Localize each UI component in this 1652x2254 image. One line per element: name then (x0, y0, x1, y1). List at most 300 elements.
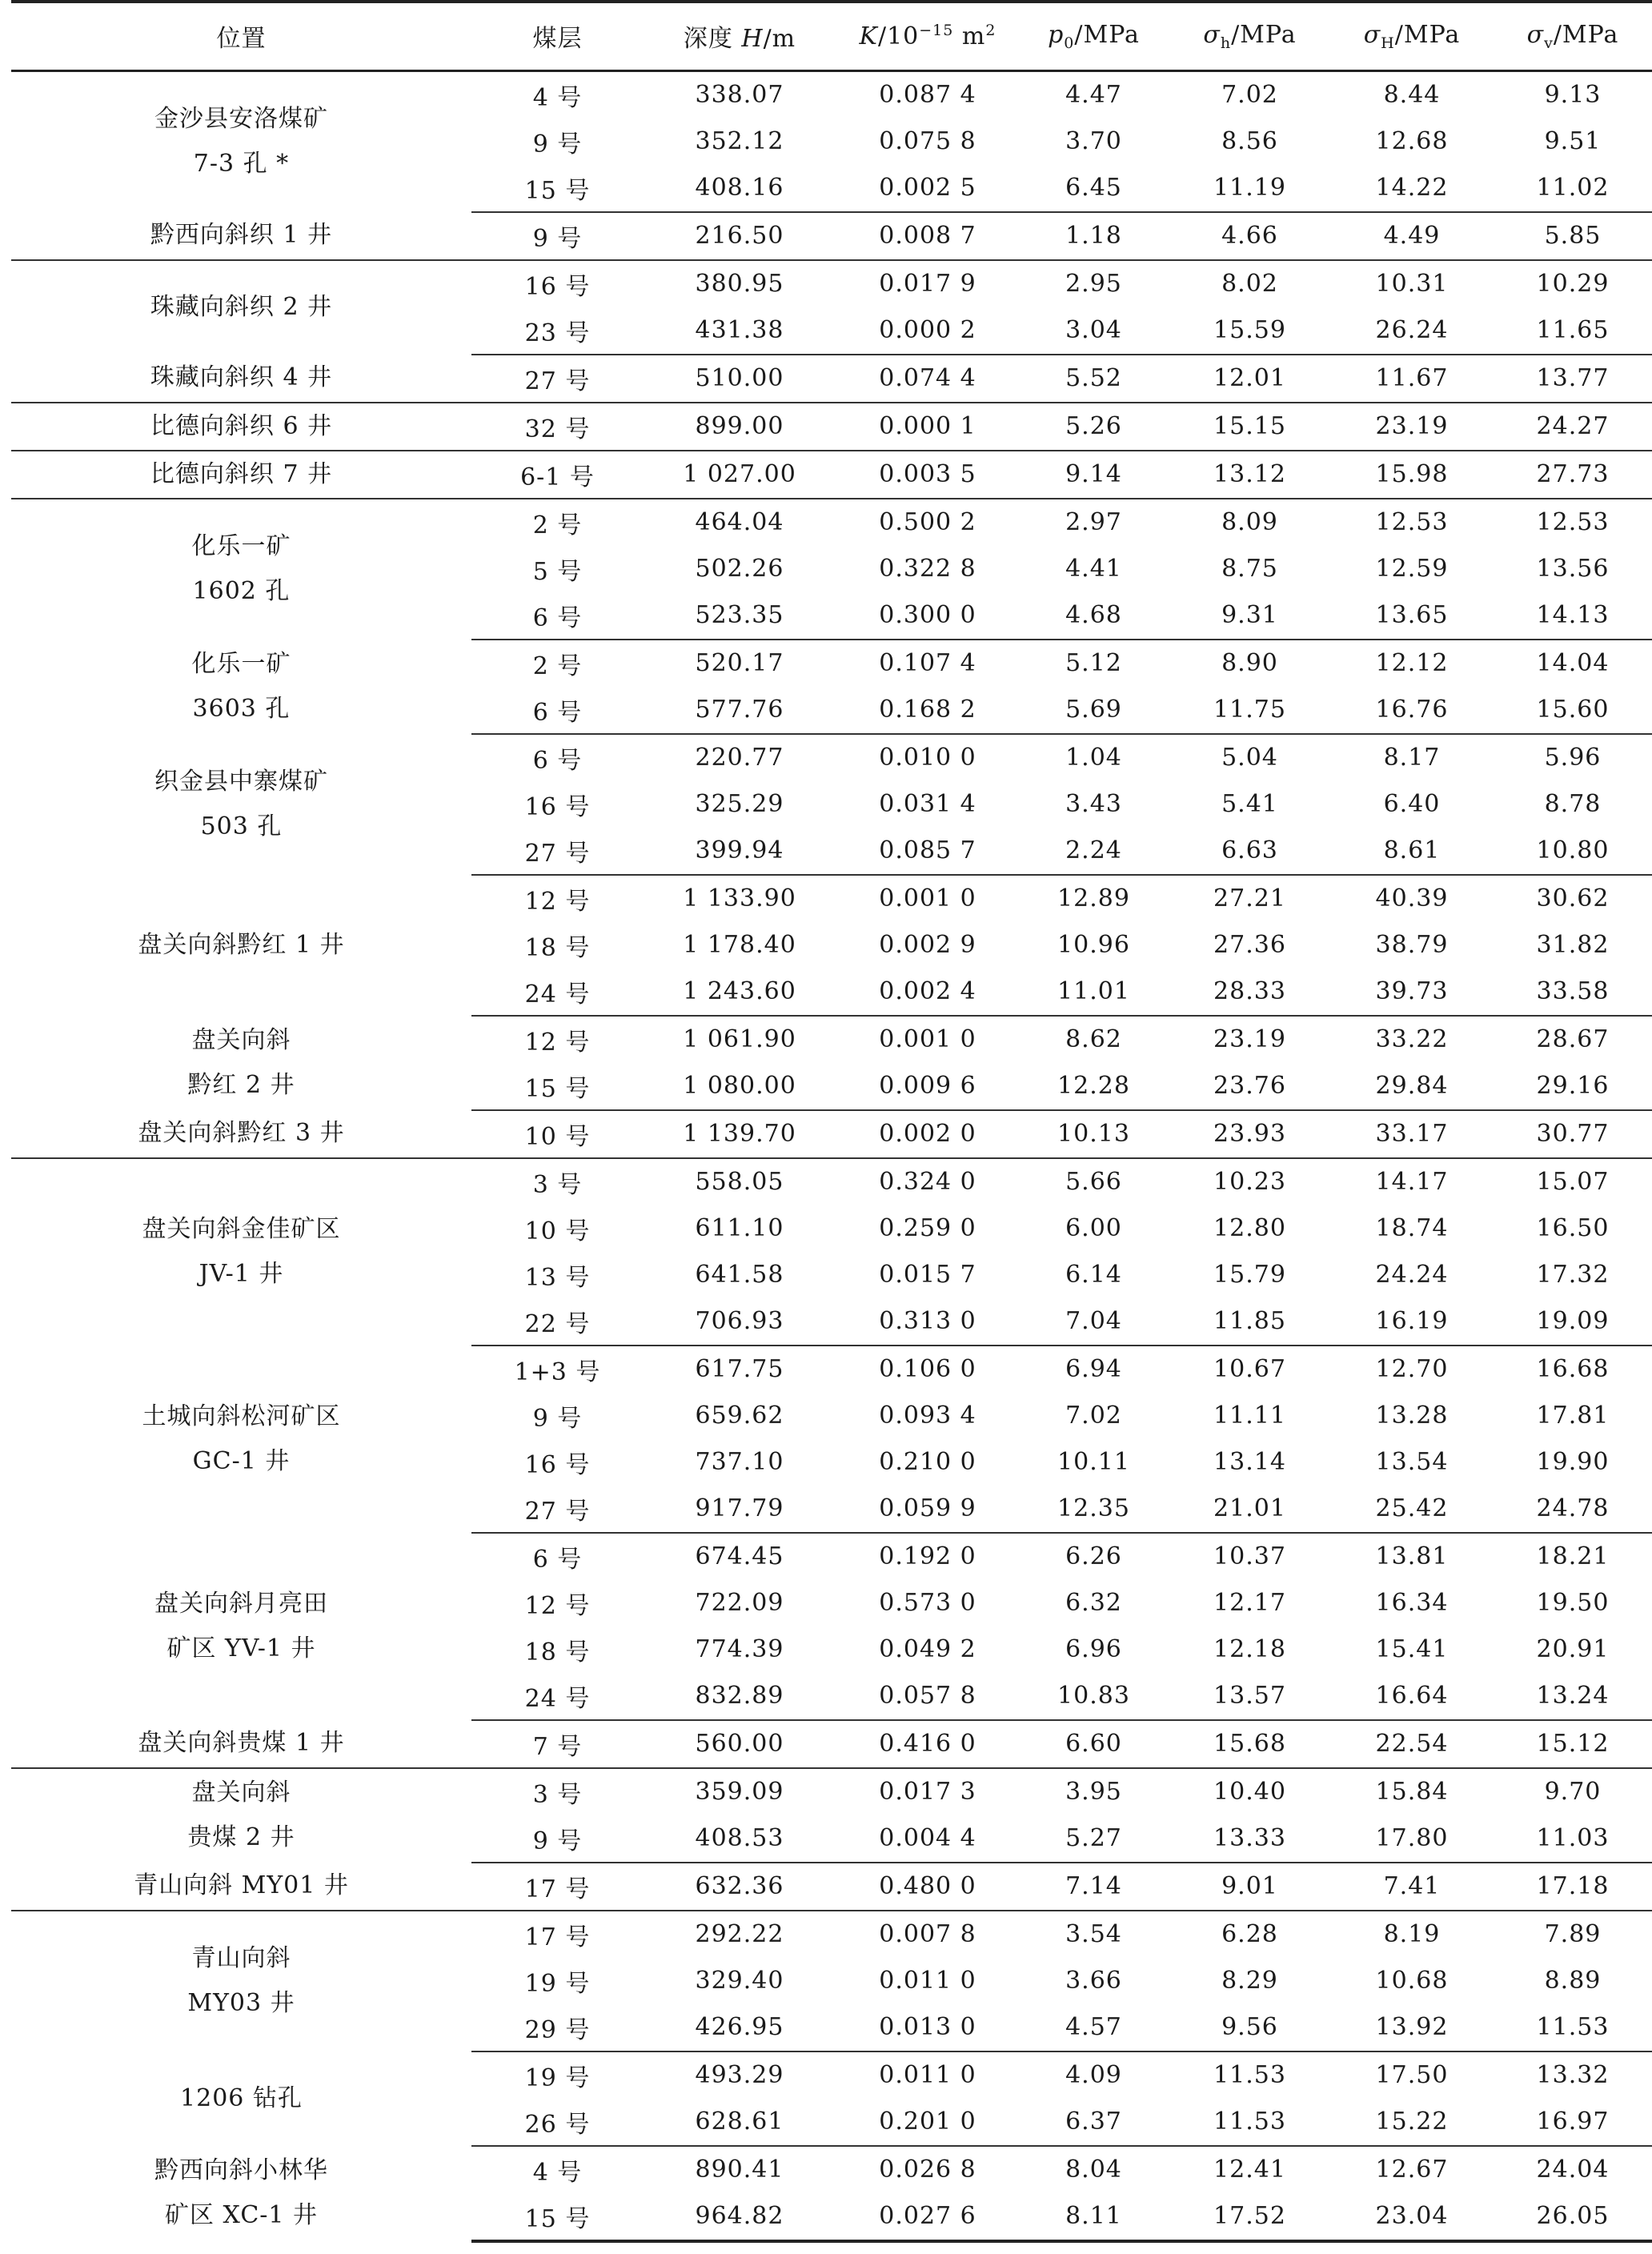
depth-cell: 737.10 (695, 1448, 784, 1476)
min-horizontal-stress-cell: 8.56 (1221, 127, 1278, 155)
location-line: 盘关向斜 (191, 1779, 291, 1807)
depth-cell: 560.00 (644, 1720, 836, 1768)
max-horizontal-stress-cell: 15.84 (1375, 1778, 1449, 1806)
vertical-stress-cell: 31.82 (1536, 931, 1610, 959)
header-depth-prefix: 深度 (683, 25, 733, 54)
permeability-cell: 0.313 0 (836, 1298, 1020, 1346)
depth-cell: 329.40 (695, 1967, 784, 1995)
pore-pressure-cell: 6.45 (1020, 165, 1168, 212)
location-line: 黔红 2 井 (187, 1070, 295, 1099)
table-row (11, 640, 1652, 687)
pore-pressure-cell: 3.54 (1065, 1920, 1122, 1948)
depth-cell: 890.41 (695, 2156, 784, 2184)
seam-cell: 16 号 (524, 792, 591, 821)
max-horizontal-stress-cell: 22.54 (1332, 1720, 1492, 1768)
min-horizontal-stress-cell: 23.76 (1168, 1063, 1332, 1110)
location-line: 土城向斜松河矿区 (142, 1402, 341, 1430)
header-perm-unit-pre: /10 (877, 22, 920, 51)
table-row (11, 1158, 1652, 1205)
max-horizontal-stress-cell: 15.22 (1332, 2099, 1492, 2146)
location-line: 黔西向斜小林华 (154, 2156, 328, 2184)
permeability-cell: 0.001 0 (879, 1025, 976, 1053)
min-horizontal-stress-cell: 8.02 (1221, 270, 1278, 298)
pore-pressure-cell: 6.26 (1065, 1542, 1122, 1570)
seam-cell: 3 号 (532, 1170, 583, 1199)
max-horizontal-stress-cell: 13.81 (1375, 1542, 1449, 1570)
min-horizontal-stress-cell: 4.66 (1168, 212, 1332, 260)
min-horizontal-stress-cell: 11.19 (1168, 165, 1332, 212)
min-horizontal-stress-cell: 12.17 (1213, 1589, 1286, 1617)
location-cell (11, 1346, 471, 1533)
vertical-stress-cell: 11.65 (1492, 307, 1652, 355)
seam-cell: 18 号 (524, 1638, 591, 1666)
header-row (11, 2, 1652, 70)
table-row (11, 451, 1652, 499)
min-horizontal-stress-cell: 15.68 (1168, 1720, 1332, 1768)
min-horizontal-stress-cell: 7.02 (1221, 81, 1278, 109)
header-perm-exp: −15 (919, 22, 954, 40)
document-page (11, 0, 1652, 2243)
permeability-cell: 0.322 8 (879, 555, 976, 583)
table-row (11, 1768, 1652, 1815)
vertical-stress-cell: 12.53 (1536, 508, 1610, 536)
location-cell (11, 734, 471, 875)
permeability-cell: 0.107 4 (879, 649, 976, 677)
location-cell (11, 1533, 471, 1720)
permeability-cell: 0.027 6 (836, 2193, 1020, 2241)
max-horizontal-stress-cell: 16.76 (1332, 687, 1492, 734)
vertical-stress-cell: 16.97 (1492, 2099, 1652, 2146)
vertical-stress-cell: 9.51 (1544, 127, 1602, 155)
depth-cell: 1 243.60 (644, 969, 836, 1016)
depth-cell: 292.22 (695, 1920, 784, 1948)
permeability-cell: 0.085 7 (836, 828, 1020, 875)
depth-cell: 617.75 (695, 1355, 784, 1383)
seam-cell: 6-1 号 (471, 451, 644, 499)
vertical-stress-cell: 16.50 (1536, 1214, 1610, 1242)
pore-pressure-cell: 3.70 (1065, 127, 1122, 155)
min-horizontal-stress-cell: 10.37 (1213, 1542, 1286, 1570)
location-cell (11, 1911, 471, 2051)
table-row (11, 1911, 1652, 1958)
header-depth-unit: /m (763, 25, 796, 54)
header-perm-sup: 2 (985, 22, 996, 40)
pore-pressure-cell: 4.09 (1065, 2061, 1122, 2089)
pore-pressure-cell: 3.95 (1065, 1778, 1122, 1806)
seam-cell: 19 号 (524, 2063, 591, 2092)
min-horizontal-stress-cell: 8.29 (1221, 1967, 1278, 1995)
max-horizontal-stress-cell: 23.19 (1332, 403, 1492, 451)
max-horizontal-stress-cell: 14.17 (1375, 1168, 1449, 1196)
max-horizontal-stress-cell: 8.61 (1332, 828, 1492, 875)
pore-pressure-cell: 10.11 (1057, 1448, 1130, 1476)
pore-pressure-cell: 5.27 (1020, 1815, 1168, 1863)
max-horizontal-stress-cell: 24.24 (1375, 1261, 1449, 1289)
seam-cell: 24 号 (471, 969, 644, 1016)
vertical-stress-cell: 28.67 (1536, 1025, 1610, 1053)
min-horizontal-stress-cell: 11.53 (1213, 2061, 1286, 2089)
max-horizontal-stress-cell: 6.40 (1383, 790, 1441, 818)
location-cell (11, 640, 471, 734)
table-header (11, 2, 1652, 70)
permeability-cell: 0.004 4 (836, 1815, 1020, 1863)
location-cell (11, 1720, 471, 1768)
vertical-stress-cell: 14.13 (1492, 592, 1652, 640)
table-row (11, 1863, 1652, 1911)
permeability-cell: 0.002 4 (836, 969, 1020, 1016)
vertical-stress-cell: 24.78 (1492, 1486, 1652, 1533)
seam-cell: 7 号 (471, 1720, 644, 1768)
vertical-stress-cell: 10.29 (1536, 270, 1610, 298)
permeability-cell: 0.573 0 (879, 1589, 976, 1617)
permeability-cell: 0.500 2 (879, 508, 976, 536)
permeability-cell: 0.259 0 (879, 1214, 976, 1242)
permeability-cell: 0.000 1 (836, 403, 1020, 451)
permeability-cell: 0.093 4 (879, 1402, 976, 1430)
header-sv-unit: /MPa (1553, 20, 1619, 49)
max-horizontal-stress-cell: 26.24 (1332, 307, 1492, 355)
permeability-cell: 0.026 8 (879, 2156, 976, 2184)
min-horizontal-stress-cell: 5.41 (1221, 790, 1278, 818)
max-horizontal-stress-cell: 4.49 (1332, 212, 1492, 260)
header-p0-var: p (1048, 20, 1065, 49)
max-horizontal-stress-cell: 12.68 (1375, 127, 1449, 155)
location-line: MY03 井 (187, 1989, 295, 2017)
permeability-cell: 0.049 2 (879, 1635, 976, 1663)
location-cell (11, 2051, 471, 2146)
seam-cell: 17 号 (524, 1923, 591, 1951)
location-cell (11, 1768, 471, 1863)
seam-cell: 19 号 (524, 1969, 591, 1998)
depth-cell: 510.00 (644, 355, 836, 403)
header-p0-sub: 0 (1064, 34, 1075, 52)
seam-cell: 9 号 (471, 212, 644, 260)
vertical-stress-cell: 11.03 (1492, 1815, 1652, 1863)
permeability-cell: 0.000 2 (836, 307, 1020, 355)
location-cell (11, 451, 471, 499)
pore-pressure-cell: 7.14 (1020, 1863, 1168, 1911)
depth-cell: 722.09 (695, 1589, 784, 1617)
seam-cell: 15 号 (471, 165, 644, 212)
vertical-stress-cell: 17.18 (1492, 1863, 1652, 1911)
seam-cell: 27 号 (471, 1486, 644, 1533)
permeability-cell: 0.002 0 (836, 1110, 1020, 1158)
pore-pressure-cell: 3.04 (1020, 307, 1168, 355)
min-horizontal-stress-cell: 23.19 (1213, 1025, 1286, 1053)
seam-cell: 6 号 (532, 1545, 583, 1574)
max-horizontal-stress-cell: 25.42 (1332, 1486, 1492, 1533)
location-line: 盘关向斜黔红 3 井 (138, 1119, 345, 1147)
depth-cell: 674.45 (695, 1542, 784, 1570)
permeability-cell: 0.007 8 (879, 1920, 976, 1948)
max-horizontal-stress-cell: 12.67 (1375, 2156, 1449, 2184)
permeability-cell: 0.017 3 (879, 1778, 976, 1806)
max-horizontal-stress-cell: 38.79 (1375, 931, 1449, 959)
pore-pressure-cell: 6.37 (1020, 2099, 1168, 2146)
permeability-cell: 0.015 7 (879, 1261, 976, 1289)
pore-pressure-cell: 4.57 (1020, 2004, 1168, 2051)
depth-cell: 426.95 (644, 2004, 836, 2051)
seam-cell: 10 号 (524, 1217, 591, 1245)
location-line: 黔西向斜织 1 井 (150, 221, 333, 249)
table-row (11, 2146, 1652, 2193)
header-sh-sub: h (1220, 34, 1232, 52)
pore-pressure-cell: 11.01 (1020, 969, 1168, 1016)
table-row (11, 70, 1652, 118)
permeability-cell: 0.010 0 (879, 744, 976, 772)
min-horizontal-stress-cell: 6.63 (1168, 828, 1332, 875)
location-line: 矿区 YV-1 井 (166, 1634, 316, 1662)
vertical-stress-cell: 15.07 (1536, 1168, 1610, 1196)
min-horizontal-stress-cell: 23.93 (1168, 1110, 1332, 1158)
vertical-stress-cell: 16.68 (1536, 1355, 1610, 1383)
depth-cell: 523.35 (644, 592, 836, 640)
pore-pressure-cell: 5.52 (1020, 355, 1168, 403)
depth-cell: 464.04 (695, 508, 784, 536)
header-depth-var: H (741, 25, 764, 54)
header-location-text: 位置 (216, 25, 267, 54)
min-horizontal-stress-cell: 12.18 (1213, 1635, 1286, 1663)
pore-pressure-cell: 2.24 (1020, 828, 1168, 875)
permeability-cell: 0.002 9 (879, 931, 976, 959)
min-horizontal-stress-cell: 15.15 (1168, 403, 1332, 451)
location-line: 3603 孔 (192, 694, 291, 723)
max-horizontal-stress-cell: 13.65 (1332, 592, 1492, 640)
min-horizontal-stress-cell: 11.53 (1168, 2099, 1332, 2146)
seam-cell: 26 号 (471, 2099, 644, 2146)
min-horizontal-stress-cell: 13.14 (1213, 1448, 1286, 1476)
depth-cell: 431.38 (644, 307, 836, 355)
header-location (11, 2, 471, 70)
vertical-stress-cell: 5.85 (1492, 212, 1652, 260)
vertical-stress-cell: 27.73 (1492, 451, 1652, 499)
location-cell (11, 403, 471, 451)
min-horizontal-stress-cell: 28.33 (1168, 969, 1332, 1016)
header-depth (644, 2, 836, 70)
location-line: 盘关向斜金佳矿区 (142, 1215, 341, 1243)
vertical-stress-cell: 19.09 (1492, 1298, 1652, 1346)
vertical-stress-cell: 24.27 (1492, 403, 1652, 451)
max-horizontal-stress-cell: 16.34 (1375, 1589, 1449, 1617)
seam-cell: 3 号 (532, 1780, 583, 1809)
location-line: 珠藏向斜织 4 井 (150, 363, 333, 391)
depth-cell: 558.05 (695, 1168, 784, 1196)
seam-cell: 2 号 (532, 652, 583, 680)
depth-cell: 899.00 (644, 403, 836, 451)
location-cell (11, 70, 471, 212)
location-line: 503 孔 (200, 812, 283, 840)
depth-cell: 325.29 (695, 790, 784, 818)
vertical-stress-cell: 20.91 (1536, 1635, 1610, 1663)
seam-cell: 24 号 (471, 1673, 644, 1720)
max-horizontal-stress-cell: 10.31 (1375, 270, 1449, 298)
table-row (11, 260, 1652, 307)
seam-cell: 16 号 (524, 272, 591, 301)
pore-pressure-cell: 9.14 (1020, 451, 1168, 499)
pore-pressure-cell: 7.02 (1065, 1402, 1122, 1430)
max-horizontal-stress-cell: 15.98 (1332, 451, 1492, 499)
permeability-cell: 0.324 0 (879, 1168, 976, 1196)
min-horizontal-stress-cell: 13.33 (1168, 1815, 1332, 1863)
pore-pressure-cell: 12.35 (1020, 1486, 1168, 1533)
max-horizontal-stress-cell: 8.17 (1383, 744, 1441, 772)
seam-cell: 18 号 (524, 933, 591, 962)
vertical-stress-cell: 18.21 (1536, 1542, 1610, 1570)
depth-cell: 1 178.40 (683, 931, 796, 959)
vertical-stress-cell: 13.24 (1492, 1673, 1652, 1720)
permeability-cell: 0.201 0 (836, 2099, 1020, 2146)
min-horizontal-stress-cell: 12.41 (1213, 2156, 1286, 2184)
header-sH-unit: /MPa (1394, 20, 1461, 49)
max-horizontal-stress-cell: 13.28 (1375, 1402, 1449, 1430)
seam-cell: 9 号 (532, 1404, 583, 1433)
depth-cell: 408.53 (644, 1815, 836, 1863)
min-horizontal-stress-cell: 8.90 (1221, 649, 1278, 677)
pore-pressure-cell: 6.00 (1065, 1214, 1122, 1242)
max-horizontal-stress-cell: 12.12 (1375, 649, 1449, 677)
vertical-stress-cell: 5.96 (1544, 744, 1602, 772)
max-horizontal-stress-cell: 23.04 (1332, 2193, 1492, 2241)
table-row (11, 355, 1652, 403)
seam-cell: 23 号 (471, 307, 644, 355)
header-perm-var: K (859, 22, 878, 51)
seam-cell: 12 号 (524, 1028, 591, 1057)
depth-cell: 352.12 (695, 127, 784, 155)
header-sv-sub: v (1544, 34, 1554, 52)
depth-cell: 216.50 (644, 212, 836, 260)
permeability-cell: 0.013 0 (836, 2004, 1020, 2051)
seam-cell: 6 号 (471, 687, 644, 734)
max-horizontal-stress-cell: 16.19 (1332, 1298, 1492, 1346)
pore-pressure-cell: 4.41 (1065, 555, 1122, 583)
min-horizontal-stress-cell: 12.01 (1168, 355, 1332, 403)
vertical-stress-cell: 33.58 (1492, 969, 1652, 1016)
table-row (11, 403, 1652, 451)
pore-pressure-cell: 12.89 (1057, 884, 1130, 912)
permeability-cell: 0.480 0 (836, 1863, 1020, 1911)
table-row (11, 499, 1652, 546)
header-perm-unit-mid: m (953, 22, 986, 51)
location-line: 珠藏向斜织 2 井 (150, 293, 333, 321)
permeability-cell: 0.008 7 (836, 212, 1020, 260)
permeability-cell: 0.168 2 (836, 687, 1020, 734)
permeability-cell: 0.001 0 (879, 884, 976, 912)
seam-cell: 6 号 (471, 592, 644, 640)
location-line: 盘关向斜黔红 1 井 (138, 930, 345, 959)
seam-cell: 5 号 (532, 557, 583, 586)
seam-cell: 10 号 (471, 1110, 644, 1158)
depth-cell: 659.62 (695, 1402, 784, 1430)
seam-cell: 15 号 (471, 2193, 644, 2241)
vertical-stress-cell: 15.60 (1492, 687, 1652, 734)
permeability-cell: 0.057 8 (836, 1673, 1020, 1720)
permeability-cell: 0.059 9 (836, 1486, 1020, 1533)
table-row (11, 1016, 1652, 1063)
depth-cell: 964.82 (644, 2193, 836, 2241)
max-horizontal-stress-cell: 12.70 (1375, 1355, 1449, 1383)
vertical-stress-cell: 30.62 (1536, 884, 1610, 912)
pore-pressure-cell: 6.60 (1020, 1720, 1168, 1768)
seam-cell: 9 号 (471, 1815, 644, 1863)
coal-seam-stress-table (11, 0, 1652, 2243)
seam-cell: 12 号 (524, 887, 591, 916)
min-horizontal-stress-cell: 13.12 (1168, 451, 1332, 499)
seam-cell: 4 号 (532, 83, 583, 112)
depth-cell: 917.79 (644, 1486, 836, 1533)
permeability-cell: 0.017 9 (879, 270, 976, 298)
seam-cell: 22 号 (471, 1298, 644, 1346)
seam-cell: 9 号 (532, 130, 583, 158)
pore-pressure-cell: 6.94 (1065, 1355, 1122, 1383)
max-horizontal-stress-cell: 12.59 (1375, 555, 1449, 583)
location-line: 金沙县安洛煤矿 (154, 105, 328, 133)
pore-pressure-cell: 10.96 (1057, 931, 1130, 959)
seam-cell: 27 号 (471, 355, 644, 403)
pore-pressure-cell: 6.14 (1065, 1261, 1122, 1289)
table-row (11, 1110, 1652, 1158)
max-horizontal-stress-cell: 39.73 (1332, 969, 1492, 1016)
depth-cell: 502.26 (695, 555, 784, 583)
max-horizontal-stress-cell: 40.39 (1375, 884, 1449, 912)
location-cell (11, 1863, 471, 1911)
location-line: 比德向斜织 7 井 (150, 459, 333, 488)
location-cell (11, 355, 471, 403)
pore-pressure-cell: 4.47 (1065, 81, 1122, 109)
header-seam-text: 煤层 (532, 25, 583, 54)
vertical-stress-cell: 15.12 (1492, 1720, 1652, 1768)
seam-cell: 4 号 (532, 2158, 583, 2187)
depth-cell: 577.76 (644, 687, 836, 734)
location-line: 1206 钻孔 (180, 2084, 303, 2112)
max-horizontal-stress-cell: 7.41 (1332, 1863, 1492, 1911)
location-line: 织金县中寨煤矿 (154, 767, 328, 796)
vertical-stress-cell: 17.81 (1536, 1402, 1610, 1430)
pore-pressure-cell: 1.04 (1065, 744, 1122, 772)
location-line: 1602 孔 (192, 577, 291, 605)
pore-pressure-cell: 8.62 (1065, 1025, 1122, 1053)
max-horizontal-stress-cell: 17.80 (1332, 1815, 1492, 1863)
location-cell (11, 1016, 471, 1110)
max-horizontal-stress-cell: 11.67 (1332, 355, 1492, 403)
permeability-cell: 0.002 5 (836, 165, 1020, 212)
vertical-stress-cell: 9.70 (1544, 1778, 1602, 1806)
table-row (11, 1346, 1652, 1393)
seam-cell: 16 号 (524, 1450, 591, 1479)
min-horizontal-stress-cell: 17.52 (1168, 2193, 1332, 2241)
table-row (11, 1533, 1652, 1580)
min-horizontal-stress-cell: 27.36 (1213, 931, 1286, 959)
vertical-stress-cell: 29.16 (1492, 1063, 1652, 1110)
table-row (11, 212, 1652, 260)
vertical-stress-cell: 19.90 (1536, 1448, 1610, 1476)
max-horizontal-stress-cell: 15.41 (1375, 1635, 1449, 1663)
seam-cell: 6 号 (532, 746, 583, 775)
pore-pressure-cell: 10.83 (1020, 1673, 1168, 1720)
min-horizontal-stress-cell: 21.01 (1168, 1486, 1332, 1533)
max-horizontal-stress-cell: 18.74 (1375, 1214, 1449, 1242)
location-cell (11, 1110, 471, 1158)
vertical-stress-cell: 11.02 (1492, 165, 1652, 212)
max-horizontal-stress-cell: 16.64 (1332, 1673, 1492, 1720)
location-line: 盘关向斜月亮田 (154, 1589, 328, 1618)
permeability-cell: 0.192 0 (879, 1542, 976, 1570)
header-seam (471, 2, 644, 70)
pore-pressure-cell: 5.12 (1065, 649, 1122, 677)
header-sv-var: σ (1526, 20, 1545, 49)
pore-pressure-cell: 2.97 (1065, 508, 1122, 536)
depth-cell: 611.10 (695, 1214, 784, 1242)
min-horizontal-stress-cell: 15.79 (1213, 1261, 1286, 1289)
